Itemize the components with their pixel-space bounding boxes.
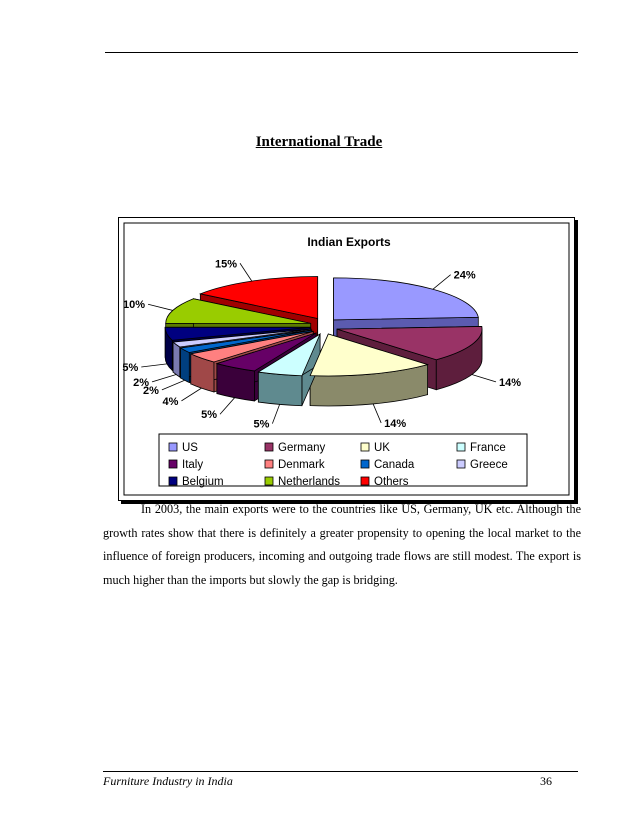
- pie-chart: [119, 218, 574, 500]
- legend-swatch-belgium: [169, 477, 177, 485]
- data-label-italy: 5%: [201, 409, 218, 422]
- chart-frame: [118, 217, 575, 501]
- legend-swatch-others: [361, 477, 369, 485]
- data-label-greece: 2%: [133, 376, 149, 389]
- legend-swatch-greece: [457, 460, 465, 468]
- chart-title: Indian Exports: [307, 235, 391, 249]
- legend-swatch-us: [169, 443, 177, 451]
- data-label-denmark: 4%: [162, 395, 179, 408]
- slice-rim-greece-0: [173, 342, 180, 377]
- data-label-canada: 2%: [142, 384, 159, 397]
- leader-line-others: [240, 263, 252, 281]
- legend-label-belgium: Belgium: [182, 476, 224, 488]
- leader-line-us: [433, 275, 451, 290]
- slice-rim-france-0: [258, 372, 302, 406]
- legend-label-france: France: [470, 442, 506, 454]
- legend-swatch-netherlands: [265, 477, 273, 485]
- legend-label-canada: Canada: [374, 459, 415, 471]
- legend-swatch-denmark: [265, 460, 273, 468]
- legend-swatch-uk: [361, 443, 369, 451]
- header-rule: [105, 52, 578, 53]
- legend-swatch-canada: [361, 460, 369, 468]
- slice-rim-canada-0: [181, 348, 190, 383]
- legend-swatch-france: [457, 443, 465, 451]
- page-number: 36: [540, 774, 552, 788]
- legend-label-netherlands: Netherlands: [278, 476, 341, 488]
- data-label-belgium: 5%: [122, 362, 139, 375]
- data-label-others: 15%: [214, 258, 238, 271]
- footer-rule: [103, 771, 578, 772]
- data-label-us: 24%: [453, 269, 476, 282]
- leader-line-netherlands: [148, 304, 173, 310]
- legend-label-others: Others: [374, 476, 409, 488]
- page-heading: International Trade: [255, 134, 383, 150]
- leader-line-uk: [373, 404, 381, 423]
- legend-label-us: US: [182, 442, 198, 454]
- leader-line-germany: [472, 375, 496, 382]
- legend-label-uk: UK: [374, 442, 390, 454]
- leader-line-greece: [152, 375, 176, 382]
- data-label-netherlands: 10%: [123, 299, 146, 312]
- legend-label-denmark: Denmark: [278, 459, 325, 471]
- data-label-germany: 14%: [499, 376, 522, 389]
- footer-title: Furniture Industry in India: [103, 774, 233, 788]
- leader-line-canada: [162, 380, 185, 390]
- legend-label-greece: Greece: [470, 459, 508, 471]
- paragraph-text: In 2003, the main exports were to the countries like US, Germany, UK etc. Although the growth rates show that there is definitely a greater propensity to opening the local market to the influence of foreign producers, incoming and outgoing trade flows are still modest. The export is much higher than the imports but slowly the gap is bridging.: [103, 502, 581, 587]
- body-paragraph: [103, 498, 581, 592]
- slice-us: [334, 278, 479, 320]
- legend-label-italy: Italy: [182, 459, 204, 471]
- leader-line-italy: [220, 398, 235, 415]
- legend-swatch-italy: [169, 460, 177, 468]
- data-label-uk: 14%: [384, 417, 407, 430]
- data-label-france: 5%: [253, 418, 270, 431]
- leader-line-denmark: [181, 388, 201, 401]
- leader-line-belgium: [141, 364, 167, 367]
- leader-line-france: [272, 404, 279, 423]
- legend-label-germany: Germany: [278, 442, 326, 454]
- legend-swatch-germany: [265, 443, 273, 451]
